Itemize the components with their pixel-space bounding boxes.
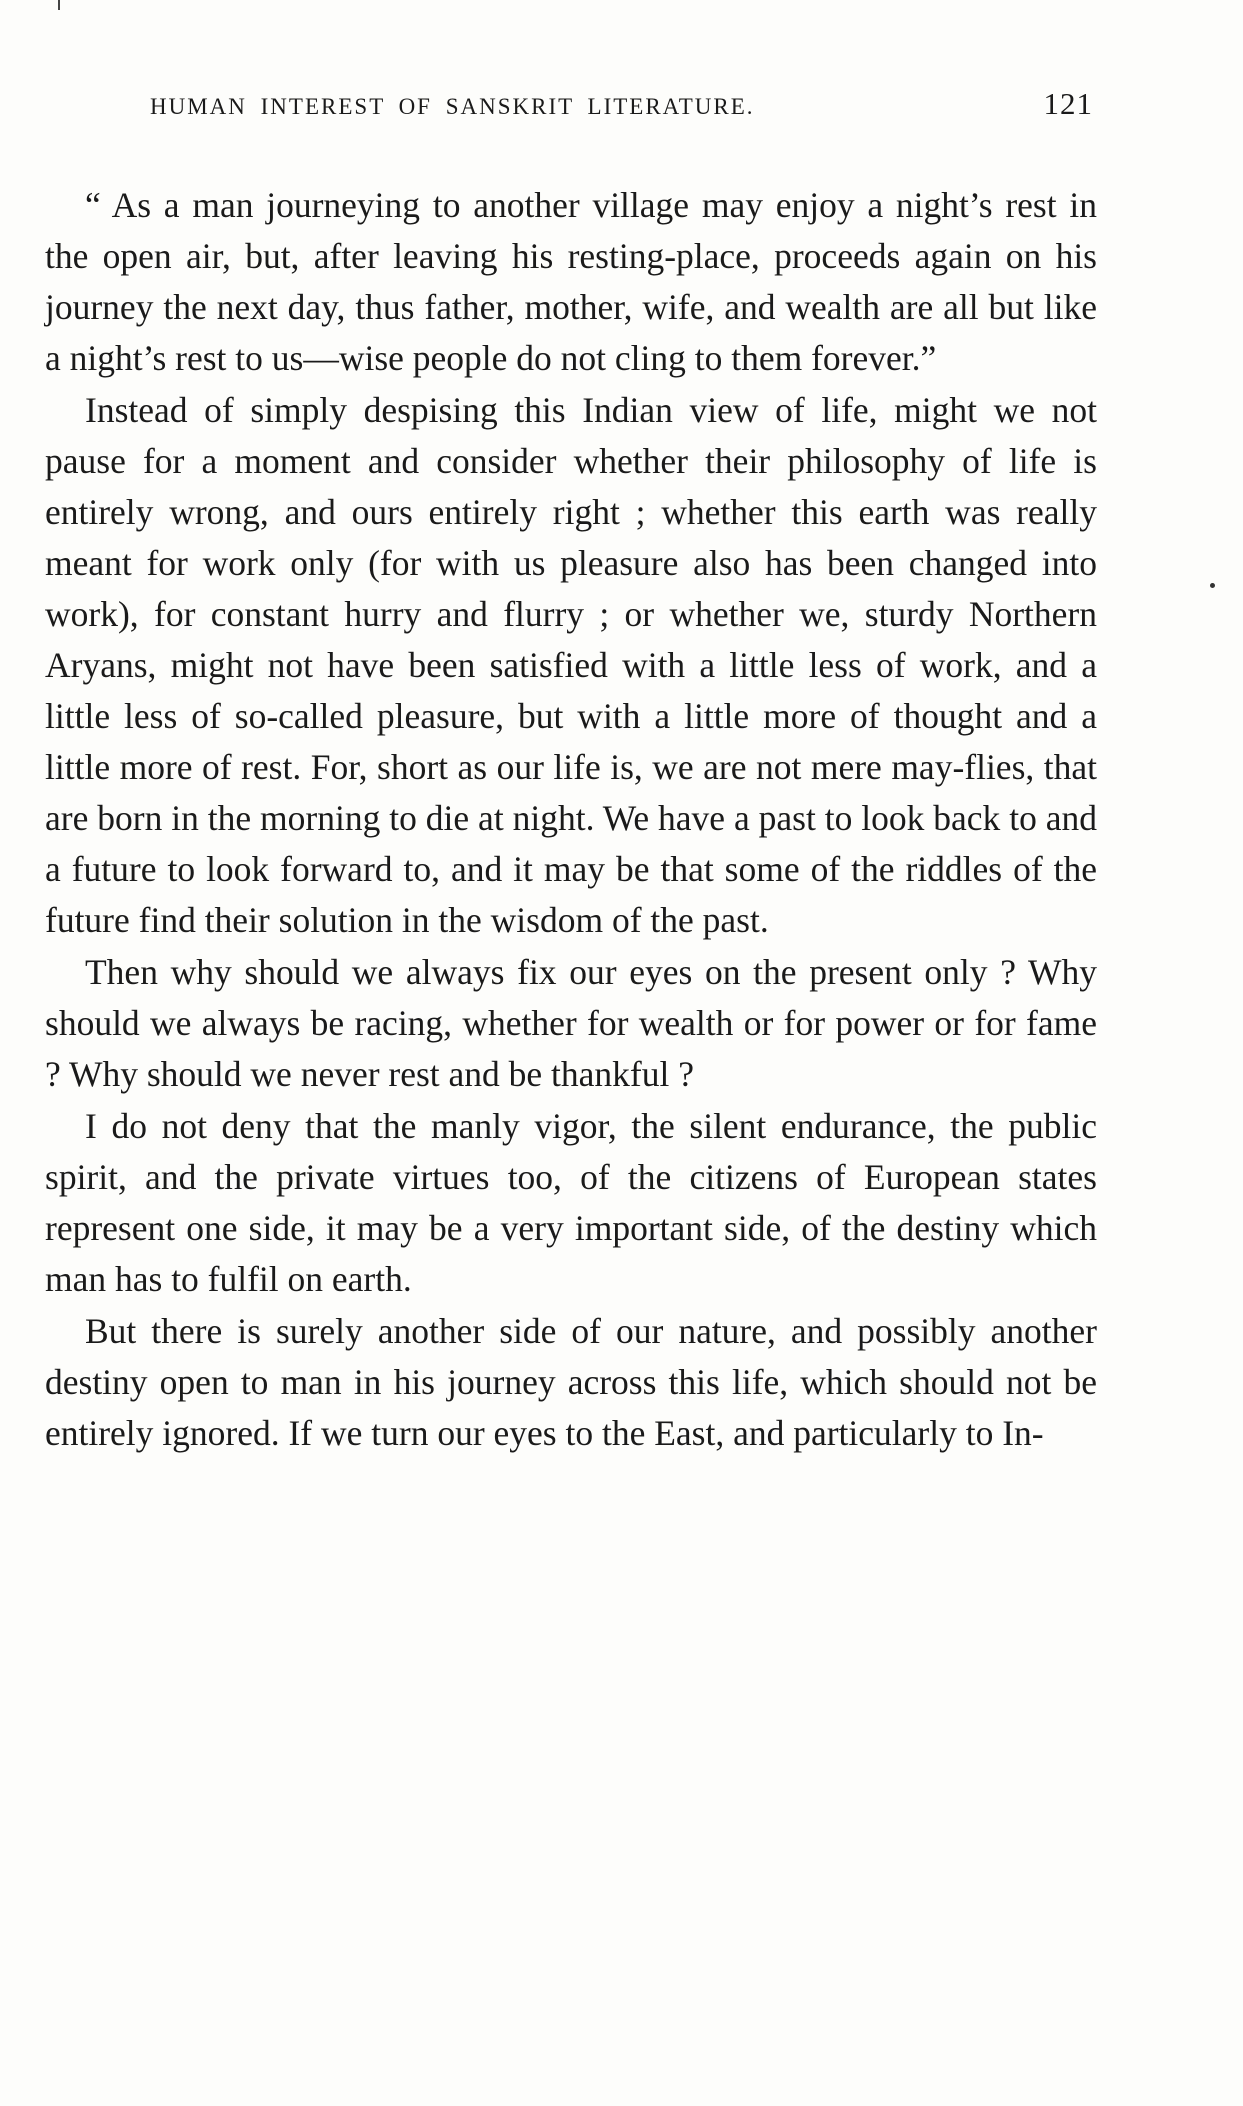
page-edge-mark bbox=[58, 0, 60, 10]
running-title: HUMAN INTEREST OF SANSKRIT LITERATURE. bbox=[150, 94, 755, 119]
paragraph: Instead of simply despising this Indian view of life, might we not pause for a moment and consider whether their philosophy of life is entirely wrong, and ours entirely right ; whether this earth was really meant for work only (for with us pleasure also has been changed into work), for constant hurry and flurry ; or whether we, sturdy Northern Aryans, might not have been satisfied with a little less of work, and a little less of so-called pleasure, but with a little more of thought and a little more of rest. For, short as our life is, we are not mere may-flies, that are born in the morning to die at night. We have a past to look back to and a future to look forward to, and it may be that some of the riddles of the future find their solution in the wisdom of the past. bbox=[45, 390, 1097, 940]
paragraph-quote: “ As a man journeying to another village may enjoy a night’s rest in the open air, but, after leaving his resting-place, proceeds again on his journey the next day, thus father, mother, wife, and wealth are all but like a night’s rest to us—wise people do not cling to them forever.” bbox=[45, 185, 1097, 378]
paragraph: But there is surely another side of our nature, and possibly another destiny open to man in his journey across this life, which should not be entirely ignored. If we turn our eyes to the East, and particularly to In- bbox=[45, 1311, 1097, 1453]
running-head bbox=[150, 86, 1093, 126]
ink-speck bbox=[1210, 583, 1215, 588]
paragraph: I do not deny that the manly vigor, the silent endurance, the public spirit, and the private virtues too, of the citizens of European states represent one side, it may be a very important side, of the destiny which man has to fulfil on earth. bbox=[45, 1106, 1097, 1299]
page-number: 121 bbox=[1043, 86, 1093, 121]
paragraph: Then why should we always fix our eyes on the present only ? Why should we always be racing, whether for wealth or for power or for fame ? Why should we never rest and be thankful ? bbox=[45, 952, 1097, 1094]
body-text bbox=[45, 180, 1097, 1459]
